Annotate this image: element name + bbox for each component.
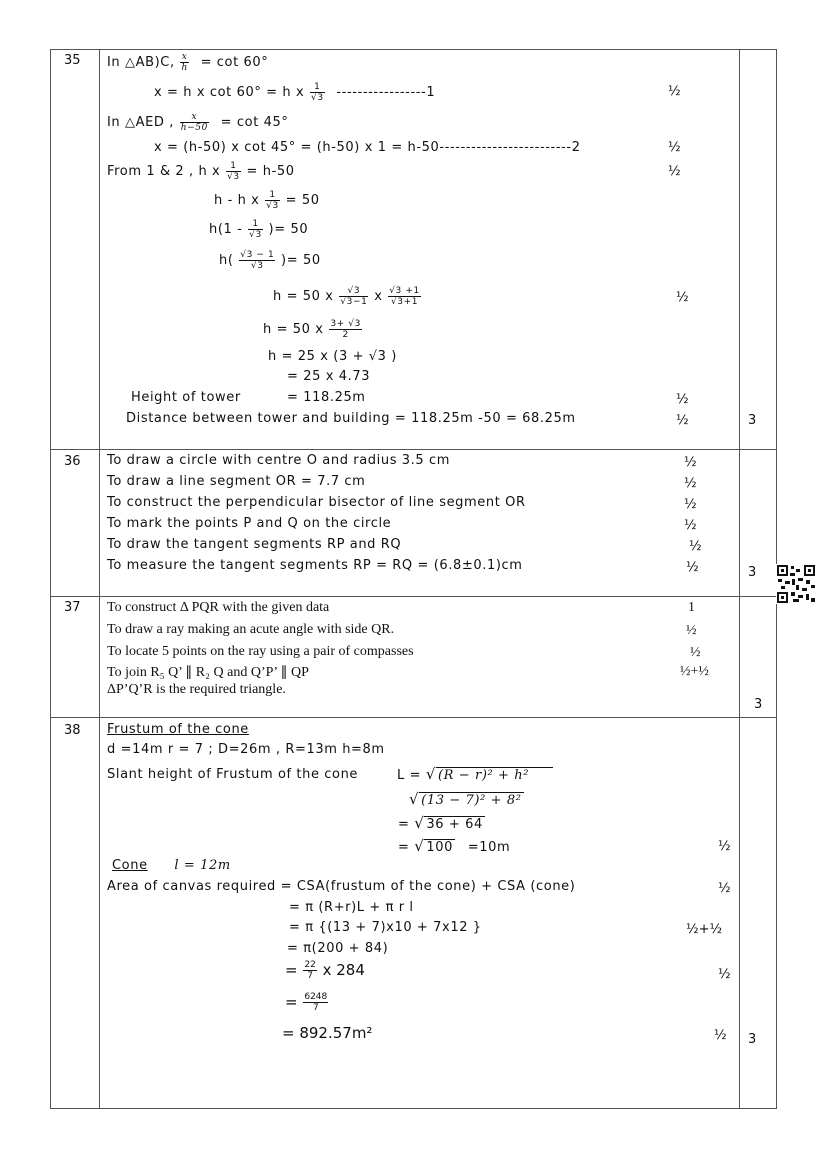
denominator: h−50 (180, 123, 208, 133)
text: = (398, 817, 410, 832)
q36-step: To draw a line segment OR = 7.7 cm (107, 474, 366, 489)
row-divider-37-38 (50, 717, 777, 718)
numerator: 6248 (304, 992, 328, 1002)
denominator: √3 (310, 93, 324, 103)
text: h(1 - (209, 222, 243, 237)
radicand: 100 (426, 840, 454, 855)
qr-code-icon (776, 564, 816, 604)
numerator: √3 − 1 (240, 250, 275, 260)
mark: ½ (668, 84, 681, 99)
fraction (303, 992, 328, 1013)
slant-step-4 (398, 837, 510, 855)
cone-label: Cone (112, 858, 148, 873)
mark: ½ (676, 392, 689, 407)
total-marks: 3 (754, 697, 763, 712)
text: = cot 45° (220, 115, 289, 130)
area-step-3: = π(200 + 84) (287, 941, 389, 956)
total-marks: 3 (748, 413, 757, 428)
q35-line-11: h = 25 x (3 + √3 ) (268, 349, 397, 364)
mark: ½ (668, 140, 681, 155)
q35-line-13-label: Height of tower (131, 390, 241, 405)
q35-line-3 (107, 112, 288, 133)
cone-label-row (112, 858, 231, 873)
q37-step: To draw a ray making an acute angle with side QR. (107, 622, 395, 637)
slant-height-formula (397, 765, 553, 783)
text: x = h x cot 60° = h x (154, 85, 305, 100)
row-top (50, 49, 777, 50)
q35-line-7 (209, 219, 308, 240)
denominator: 7 (307, 971, 313, 981)
area-step-2: = π {(13 + 7)x10 + 7x12 } (289, 920, 482, 935)
mark: ½ (684, 476, 697, 491)
numerator: x (181, 52, 188, 62)
q36-step: To mark the points P and Q on the circle (107, 516, 392, 531)
denominator: 2 (342, 330, 349, 340)
sqrt-icon: √ (425, 765, 436, 783)
mark: ½+½ (686, 922, 723, 937)
q37-step: ΔP’Q’R is the required triangle. (107, 682, 286, 697)
slant-step-3 (398, 814, 485, 832)
text: From 1 & 2 , h x (107, 164, 221, 179)
q37-step: To locate 5 points on the ray using a pair of compasses (107, 644, 414, 659)
numerator: 1 (265, 190, 280, 201)
text: h - h x (214, 193, 260, 208)
mark: ½ (684, 497, 697, 512)
q35-line-8 (219, 250, 321, 271)
q37-step: To construct Δ PQR with the given data (107, 600, 330, 615)
mark: ½ (690, 645, 701, 660)
sqrt-icon: √ (414, 837, 425, 855)
denominator: √3+1 (390, 297, 419, 307)
numerator: x (180, 112, 209, 123)
question-number: 38 (64, 723, 81, 738)
text: )= 50 (281, 253, 321, 268)
given-values: d =14m r = 7 ; D=26m , R=13m h=8m (107, 742, 385, 757)
text: h = 50 x (263, 322, 324, 337)
radicand: (13 − 7)² + 8² (421, 793, 522, 808)
text: )= 50 (268, 222, 309, 237)
row-bottom (50, 1108, 777, 1109)
text: = (398, 840, 410, 855)
text: -----------------1 (336, 85, 436, 100)
cone-slant: l = 12m (174, 858, 231, 873)
fraction (226, 161, 241, 182)
sqrt-icon: √ (414, 814, 425, 832)
sqrt-icon: √ (409, 790, 420, 808)
fraction (303, 960, 316, 981)
fraction (180, 52, 188, 73)
area-label: Area of canvas required = CSA(frustum of the cone) + CSA (cone) (107, 879, 576, 894)
mark: ½ (668, 164, 681, 179)
text: h( (219, 253, 234, 268)
mark: ½ (686, 560, 699, 575)
q35-line-5 (107, 161, 295, 182)
radicand: (R − r)² + h² (436, 767, 553, 783)
numerator: 1 (248, 219, 263, 230)
q37-step: To join R₅ Q’ ∥ R₂ Q and Q’P’ ∥ QP (107, 665, 309, 680)
fraction (265, 190, 280, 211)
fraction (388, 286, 421, 307)
denominator: √3−1 (340, 297, 368, 307)
q35-line-13-value: = 118.25m (287, 390, 366, 405)
q35-line-2 (154, 82, 435, 103)
denominator: √3 (227, 172, 240, 182)
denominator: √3 (249, 230, 262, 240)
question-number: 35 (64, 53, 81, 68)
denominator: 7 (312, 1003, 319, 1013)
q35-line-12: = 25 x 4.73 (287, 369, 371, 384)
slant-height-label: Slant height of Frustum of the cone (107, 767, 359, 782)
fraction (180, 112, 209, 133)
row-divider-36-37 (50, 596, 777, 597)
mark: ½ (718, 839, 731, 854)
fraction (248, 219, 263, 240)
q35-line-10 (263, 319, 363, 340)
q35-line-1 (107, 52, 268, 73)
area-result: = 892.57m² (282, 1024, 373, 1042)
area-step-4 (285, 960, 365, 981)
numerator: 3+ √3 (330, 319, 361, 329)
fraction (239, 250, 275, 271)
numerator: 1 (310, 82, 325, 93)
q36-step: To draw the tangent segments RP and RQ (107, 537, 402, 552)
q35-line-9 (273, 286, 422, 307)
text: L = (397, 768, 422, 783)
text: = h-50 (246, 164, 295, 179)
col-divider-1 (99, 49, 100, 1109)
slant-step-2 (409, 790, 524, 808)
radicand: 36 + 64 (426, 817, 483, 832)
fraction (339, 286, 368, 307)
mark: ½ (684, 455, 697, 470)
fraction (310, 82, 325, 103)
q36-step: To construct the perpendicular bisector of line segment OR (107, 495, 526, 510)
numerator: 1 (226, 161, 241, 172)
text: x 284 (322, 961, 365, 979)
total-marks: 3 (748, 565, 757, 580)
text: = (285, 993, 298, 1011)
text: In △AB)C, (107, 55, 175, 70)
denominator: √3 (250, 261, 264, 271)
mark: ½ (686, 623, 697, 638)
text: = cot 60° (200, 55, 269, 70)
row-divider-35-36 (50, 449, 777, 450)
section-heading: Frustum of the cone (107, 722, 249, 737)
text: = (285, 961, 298, 979)
mark: ½ (689, 539, 702, 554)
text: = 50 (285, 193, 320, 208)
numerator: √3 (339, 286, 368, 297)
area-step-1: = π (R+r)L + π r l (289, 900, 414, 915)
mark: ½ (676, 290, 689, 305)
q35-line-6 (214, 190, 320, 211)
denominator: √3 (266, 201, 279, 211)
mark: 1 (688, 600, 695, 615)
mark: ½ (684, 518, 697, 533)
q36-step: To measure the tangent segments RP = RQ = (6.8±0.1)cm (107, 558, 523, 573)
mark: ½ (714, 1028, 727, 1043)
text: In △AED , (107, 115, 174, 130)
question-number: 37 (64, 600, 81, 615)
text: h = 50 x (273, 289, 334, 304)
q35-line-4: x = (h-50) x cot 45° = (h-50) x 1 = h-50-------------------------2 (154, 140, 581, 155)
fraction (329, 319, 362, 340)
q36-step: To draw a circle with centre O and radius 3.5 cm (107, 453, 451, 468)
mark: ½+½ (680, 664, 709, 679)
table-border-left (50, 49, 51, 1109)
area-step-5 (285, 992, 329, 1013)
mark: ½ (718, 967, 731, 982)
text: =10m (467, 840, 511, 855)
text: x (374, 289, 383, 304)
mark: ½ (718, 881, 731, 896)
col-divider-2 (739, 49, 740, 1109)
denominator: h (181, 63, 188, 73)
mark: ½ (676, 413, 689, 428)
total-marks: 3 (748, 1032, 757, 1047)
numerator: 22 (304, 960, 316, 970)
question-number: 36 (64, 454, 81, 469)
q35-line-14: Distance between tower and building = 118.25m -50 = 68.25m (126, 411, 576, 426)
numerator: √3 +1 (389, 286, 420, 296)
